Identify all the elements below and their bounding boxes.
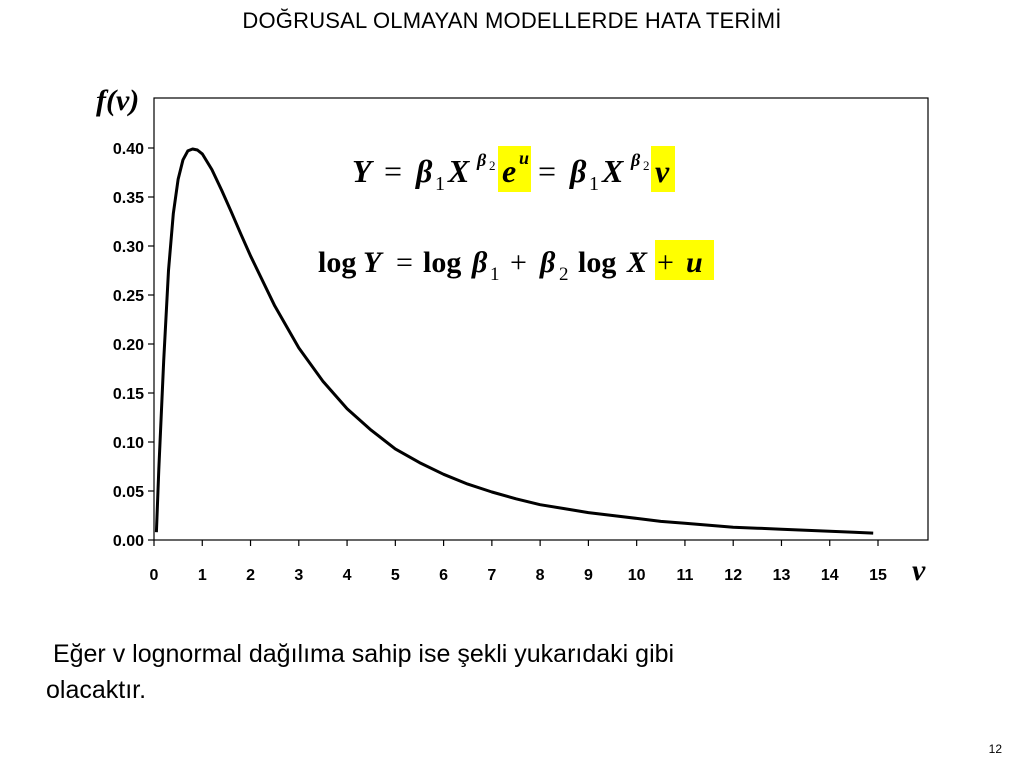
eq2-log-3: log <box>578 246 617 279</box>
eq1-u: u <box>519 148 530 168</box>
eq1-v: v <box>655 153 670 189</box>
eq1-X-2: X <box>602 153 624 189</box>
equation-1 <box>352 148 670 195</box>
x-tick-label-8: 8 <box>535 567 545 584</box>
slide-title: DOĞRUSAL OLMAYAN MODELLERDE HATA TERİMİ <box>242 8 782 33</box>
x-tick-label-15: 15 <box>869 567 887 584</box>
series-line-lognormal <box>156 149 873 533</box>
eq2-sub-2: 2 <box>559 264 569 285</box>
x-tick-label-7: 7 <box>487 567 497 584</box>
y-tick-label-2: 0.10 <box>112 435 144 452</box>
y-tick-label-0: 0.00 <box>112 533 144 550</box>
y-tick-label-1: 0.05 <box>112 484 144 501</box>
eq2-equals: = <box>396 246 413 279</box>
eq2-X: X <box>627 246 648 279</box>
x-tick-label-6: 6 <box>439 567 449 584</box>
eq1-sub1: 1 <box>435 173 445 195</box>
x-tick-label-12: 12 <box>724 567 743 584</box>
eq2-log-2: log <box>423 246 462 279</box>
y-tick-label-4: 0.20 <box>112 337 144 354</box>
eq2-plus-2: + <box>657 246 674 279</box>
x-tick-label-9: 9 <box>583 567 593 584</box>
x-tick-label-10: 10 <box>627 567 646 584</box>
caption-line-2: olacaktır. <box>46 676 147 704</box>
eq1-equals: = <box>384 153 403 189</box>
caption-text <box>46 636 946 708</box>
eq1-sup-beta-2: β <box>631 150 641 170</box>
page-number: 12 <box>988 742 1002 756</box>
x-axis-label: v <box>912 554 926 587</box>
x-tick-label-11: 11 <box>676 567 694 584</box>
equation-2 <box>318 246 703 285</box>
x-tick-label-1: 1 <box>197 567 207 584</box>
eq2-beta-1: β <box>472 246 488 279</box>
x-tick-label-0: 0 <box>149 567 159 584</box>
eq2-sub-1: 1 <box>490 264 500 285</box>
eq2-plus-1: + <box>510 246 527 279</box>
eq2-beta-2: β <box>540 246 556 279</box>
eq1-e: e <box>502 153 517 189</box>
eq1-X: X <box>448 153 470 189</box>
y-axis-label: f(v) <box>96 84 140 117</box>
x-tick-label-3: 3 <box>294 567 304 584</box>
eq1-beta: β <box>416 153 433 189</box>
eq1-sup-beta: β <box>477 150 487 170</box>
x-tick-label-2: 2 <box>246 567 255 584</box>
eq2-Y: Y <box>363 246 382 279</box>
x-tick-label-4: 4 <box>342 567 352 584</box>
x-tick-label-14: 14 <box>820 567 839 584</box>
eq1-sup-2-b: 2 <box>643 158 650 173</box>
x-tick-label-13: 13 <box>772 567 791 584</box>
caption-line-1: Eğer v lognormal dağılıma sahip ise şekli yukarıdaki gibi <box>46 640 675 668</box>
axis-ticks <box>148 148 878 546</box>
y-tick-label-8: 0.40 <box>112 141 144 158</box>
eq1-equals-2: = <box>538 153 557 189</box>
y-tick-label-7: 0.35 <box>112 190 144 207</box>
eq2-log-1: log <box>318 246 357 279</box>
eq1-Y: Y <box>352 153 372 189</box>
y-tick-label-6: 0.30 <box>112 239 144 256</box>
eq1-beta-2: β <box>570 153 587 189</box>
eq2-u: u <box>686 246 703 279</box>
y-tick-label-5: 0.25 <box>112 288 144 305</box>
x-tick-label-5: 5 <box>390 567 400 584</box>
eq1-sup-2: 2 <box>489 158 496 173</box>
eq1-sub1-b: 1 <box>589 173 599 195</box>
y-tick-label-3: 0.15 <box>112 386 144 403</box>
